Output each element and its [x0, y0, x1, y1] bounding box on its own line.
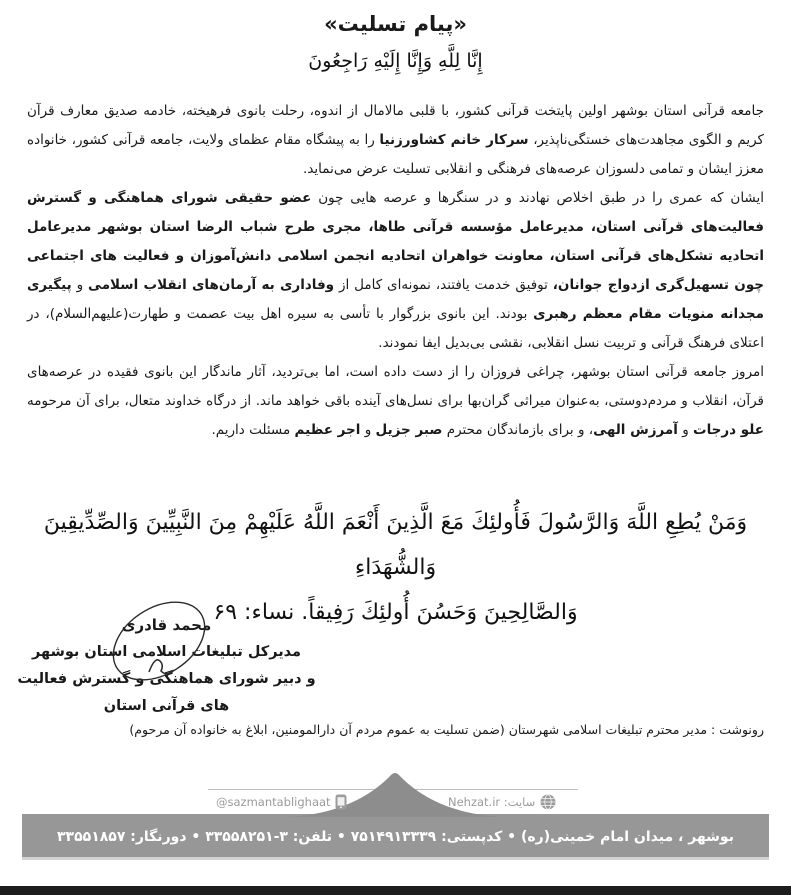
signatory-name: محمد قادری	[121, 616, 212, 634]
postscript-note: رونوشت : مدیر محترم تبلیغات اسلامی شهرستان (ضمن تسلیت به عموم مردم آن دارالمومنین، ابلاغ به خانواده آن مرحوم)	[129, 722, 764, 737]
letter-body	[27, 97, 764, 445]
address-bar: بوشهر ، میدان امام خمینی(ره) • کدپستی: ۷۵۱۴۹۱۳۳۳۹ • تلفن: ۳-۳۳۵۵۸۲۵۱ • دورنگار: ۳۳۵۵۱۸۵۷	[22, 814, 769, 860]
signatory-title-2: و دبیر شورای هماهنگی و گسترش فعالیت های قرآنی استان	[17, 671, 316, 714]
quran-verse-line-2: وَالصَّالِحِينَ وَحَسُنَ أُولئِكَ رَفِيقاً. نساء: ۶۹	[213, 600, 578, 625]
website-label: سایت: Nehzat.ir	[448, 795, 536, 809]
signatory-title-1: مدیرکل تبلیغات اسلامی استان بوشهر	[31, 644, 302, 660]
istirja-verse: إِنَّا لِلَّهِ وَإِنَّا إِلَيْهِ رَاجِعُونَ	[308, 50, 483, 72]
mobile-phone-icon	[335, 794, 347, 810]
bottom-black-bar	[0, 886, 791, 895]
paragraph-2: ایشان که عمری را در طبق اخلاص نهادند و در سنگرها و عرصه هایی چون عضو حقیقی شورای هماهنگی و گسترش فعالیت‌های قرآنی استان، مدیرعامل مؤسسه قرآنی طاها، مجری طرح شباب الرضا استان بوشهر مدیرعامل اتحادیه تشکل‌های قرآنی استان، معاونت خواهران اتحادیه انجمن اسلامی دانش‌آموزان و فعالیت های اجتماعی چون تسهیل‌گری ازدواج جوانان، توفیق خدمت یافتند، نمونه‌ای کامل از وفاداری به آرمان‌های انقلاب اسلامی و پیگیری مجدانه منویات مقام معظم رهبری بودند. این بانوی بزرگوار با تأسی به سیره اهل بیت عصمت و طهارت(علیهم‌السلام)، در اعتلای فرهنگ قرآنی و تربیت نسل انقلابی، نقشی بی‌بدیل ایفا نمودند.	[27, 190, 765, 351]
globe-icon	[540, 794, 556, 810]
quran-verse-line-1: وَمَنْ يُطِعِ اللَّهَ وَالرَّسُولَ فَأُولئِكَ مَعَ الَّذِينَ أَنْعَمَ اللَّهُ عَلَيْهِمْ مِنَ النَّبِيِّينَ وَالصِّدِّيقِينَ وَالشُّهَدَاءِ	[43, 510, 748, 580]
handwritten-signature-icon	[106, 596, 212, 692]
social-handle: @sazmantablighaat	[216, 795, 331, 809]
social-handle-group	[216, 794, 347, 810]
website-group	[448, 794, 556, 810]
paragraph-1: جامعه قرآنی استان بوشهر اولین پایتخت قرآنی کشور، با قلبی مالامال از اندوه، رحلت بانوی فرهیخته، خادمه صدیق معارف قرآن کریم و الگوی مجاهدت‌های خستگی‌ناپذیر، سرکار خانم کشاورزنیا را به پیشگاه مقام عظمای ولایت، جامعه قرآنی کشور، خانواده معزز ایشان و تمامی دلسوزان عرصه‌های فرهنگی و انقلابی تسلیت عرض می‌نماید.	[27, 103, 764, 177]
page-title: «پیام تسلیت»	[324, 12, 467, 36]
paragraph-3: امروز جامعه قرآنی استان بوشهر، چراغی فروزان را از دست داده است، اما بی‌تردید، آثار ماندگار این بانوی فقیده در عرصه‌های قرآن، انقلاب و مردم‌دوستی، به‌عنوان میراثی گران‌بها برای نسل‌های آینده باقی خواهد ماند. از درگاه خداوند متعال، برای آن مرحومه علو درجات و آمرزش الهی، و برای بازماندگان محترم صبر جزیل و اجر عظیم مسئلت داریم.	[27, 364, 764, 438]
